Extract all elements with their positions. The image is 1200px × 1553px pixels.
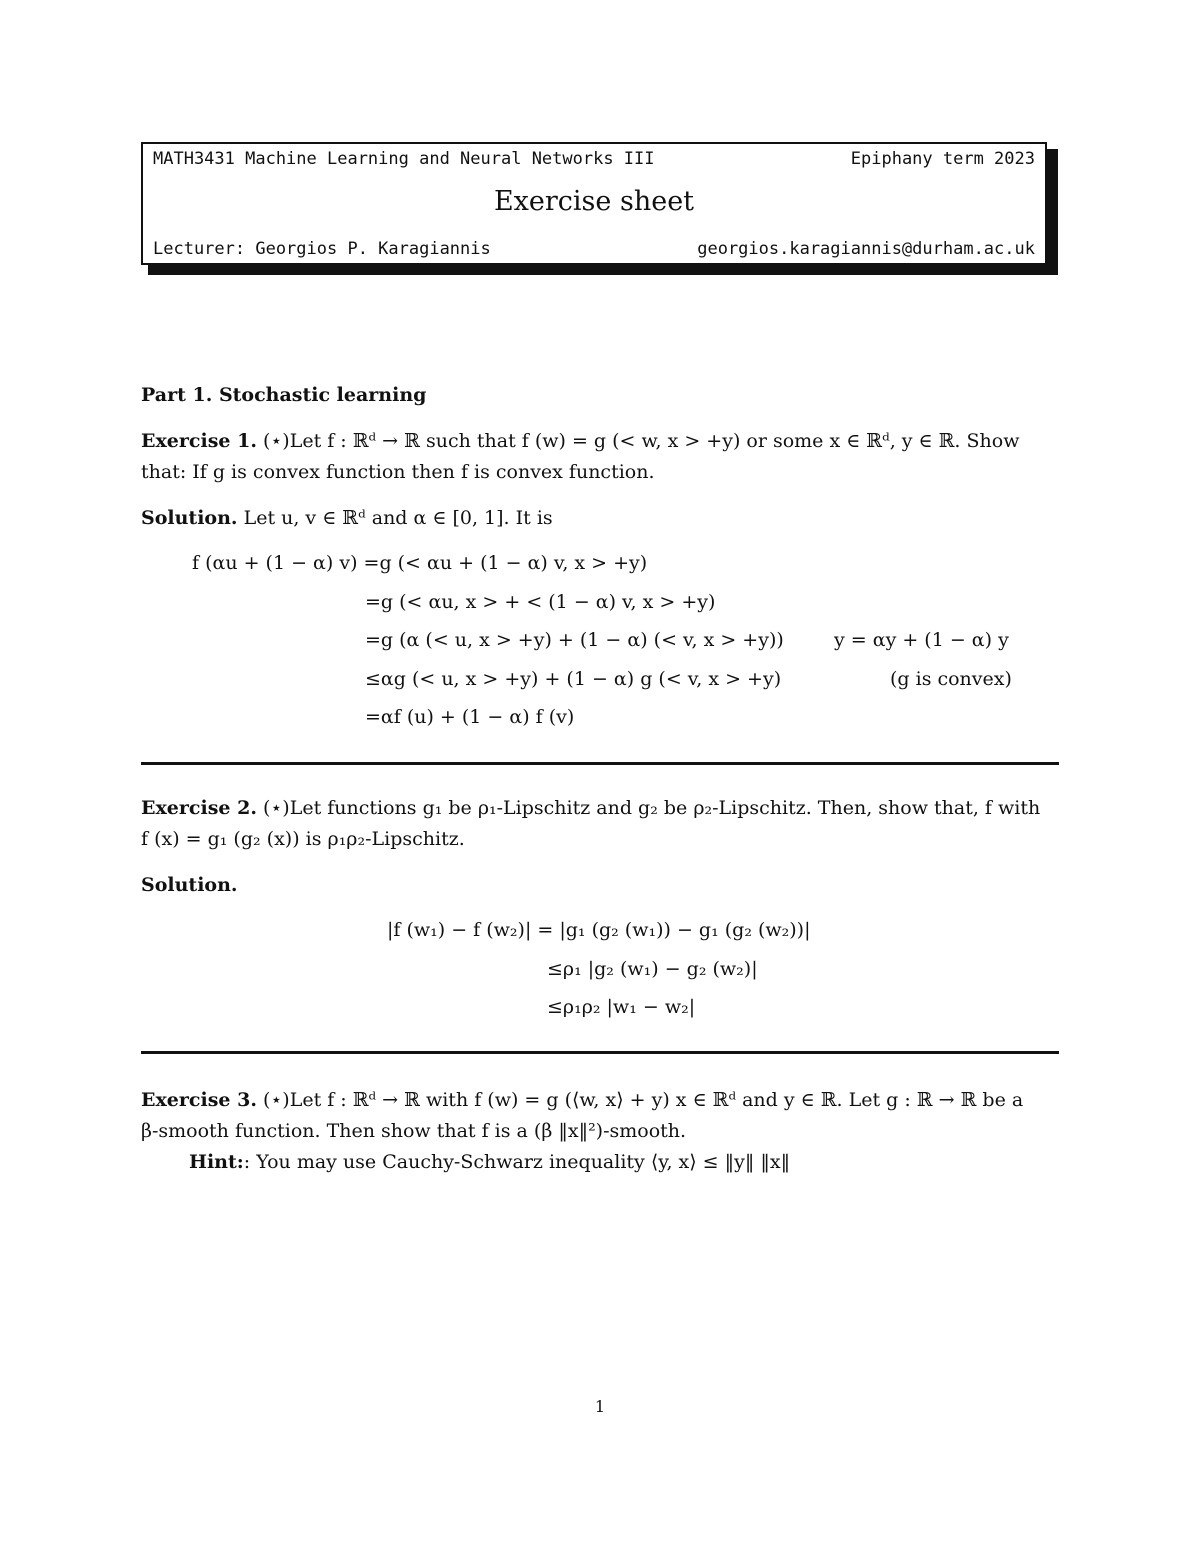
exercise-2-statement [141, 793, 1059, 855]
sheet-title: Exercise sheet [493, 186, 695, 217]
exercise-1-label: Exercise 1. [141, 430, 257, 452]
term-label: Epiphany term 2023 [850, 149, 1035, 169]
ex2-eq-line-2: ≤ρ₁ |g₂ (w₁) − g₂ (w₂)| [547, 958, 758, 980]
exercise-3-label: Exercise 3. [141, 1089, 257, 1111]
exercise-2-line-2: f (x) = g₁ (g₂ (x)) is ρ₁ρ₂-Lipschitz. [141, 828, 465, 850]
solution-text: Let u, v ∈ ℝᵈ and α ∈ [0, 1]. It is [243, 507, 553, 529]
course-title: MATH3431 Machine Learning and Neural Networks III [153, 149, 655, 169]
ex1-eq-line-4: ≤αg (< u, x > +y) + (1 − α) g (< v, x > +y) [365, 668, 782, 690]
ex1-eq-line-2: =g (< αu, x > + < (1 − α) v, x > +y) [365, 591, 716, 613]
exercise-1-solution-intro [141, 507, 553, 529]
ex1-eq-line-5: =αf (u) + (1 − α) f (v) [365, 706, 575, 728]
exercise-3-line-2: β-smooth function. Then show that f is a (β ‖x‖²)-smooth. [141, 1120, 687, 1142]
part-heading: Part 1. Stochastic learning [141, 384, 427, 406]
exercise-3-statement [141, 1085, 1059, 1178]
hint-label: Hint: [189, 1151, 244, 1173]
ex1-eq-note-a: y = αy + (1 − α) y [834, 629, 1009, 651]
ex1-eq-note-b: (g is convex) [890, 668, 1012, 690]
exercise-1-line-1: (⋆)Let f : ℝᵈ → ℝ such that f (w) = g (< w, x > +y) or some x ∈ ℝᵈ, y ∈ ℝ. Show [262, 430, 1020, 452]
solution-label: Solution. [141, 507, 238, 529]
exercise-2-line-1: (⋆)Let functions g₁ be ρ₁-Lipschitz and g₂ be ρ₂-Lipschitz. Then, show that, f with [262, 797, 1041, 819]
exercise-1-line-2: that: If g is convex function then f is convex function. [141, 461, 655, 483]
header-box [141, 142, 1047, 265]
page-number: 1 [594, 1397, 606, 1416]
ex1-eq-line-3: =g (α (< u, x > +y) + (1 − α) (< v, x > +y)) [365, 629, 784, 651]
hint-text: : You may use Cauchy-Schwarz inequality ⟨y, x⟩ ≤ ‖y‖ ‖x‖ [243, 1151, 791, 1173]
exercise-3-hint [141, 1147, 1059, 1178]
exercise-2-solution-label: Solution. [141, 874, 238, 896]
exercise-2-label: Exercise 2. [141, 797, 257, 819]
ex2-eq-line-1: |f (w₁) − f (w₂)| = |g₁ (g₂ (w₁)) − g₁ (g₂ (w₂))| [387, 919, 811, 941]
ex2-eq-line-3: ≤ρ₁ρ₂ |w₁ − w₂| [547, 996, 696, 1018]
ex1-eq-line-1: f (αu + (1 − α) v) =g (< αu + (1 − α) v, x > +y) [192, 552, 648, 574]
exercise-3-line-1: (⋆)Let f : ℝᵈ → ℝ with f (w) = g (⟨w, x⟩ + y) x ∈ ℝᵈ and y ∈ ℝ. Let g : ℝ → ℝ be a [262, 1089, 1024, 1111]
lecturer-email: georgios.karagiannis@durham.ac.uk [697, 239, 1035, 259]
divider-2 [141, 1051, 1059, 1054]
lecturer-name: Lecturer: Georgios P. Karagiannis [153, 239, 491, 259]
exercise-1-statement [141, 426, 1059, 488]
divider-1 [141, 762, 1059, 765]
